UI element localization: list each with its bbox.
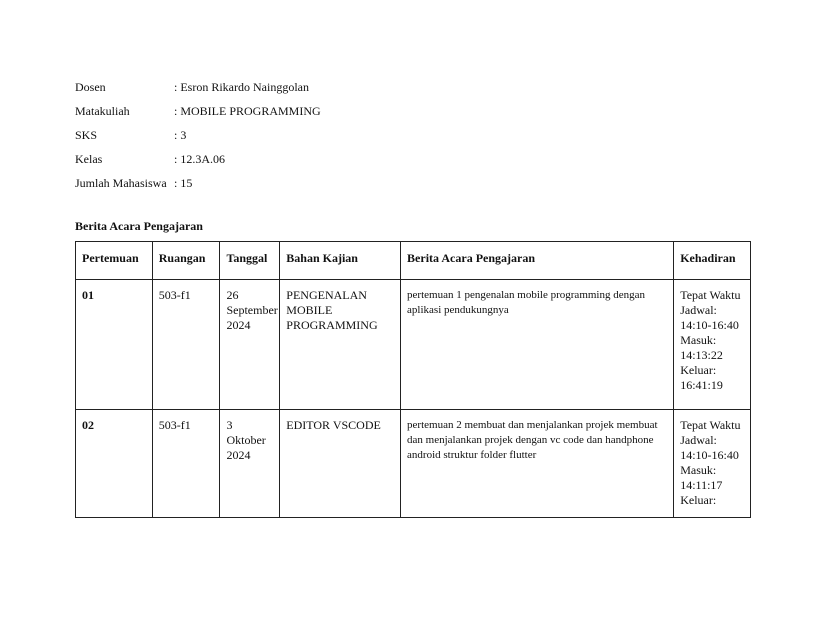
cell-berita-acara: pertemuan 1 pengenalan mobile programming dengan aplikasi pendukungnya	[401, 280, 674, 410]
info-label: Matakuliah	[75, 103, 130, 118]
bahan-line: PROGRAMMING	[286, 318, 378, 332]
section-title: Berita Acara Pengajaran	[75, 219, 203, 233]
info-value: : Esron Rikardo Nainggolan	[174, 79, 309, 94]
header-berita-acara: Berita Acara Pengajaran	[401, 242, 674, 280]
kehadiran-line: 14:10-16:40	[680, 318, 739, 332]
kehadiran-line: Jadwal:	[680, 433, 717, 447]
tanggal-line: 3 Oktober	[226, 418, 266, 447]
info-label: Jumlah Mahasiswa	[75, 175, 167, 190]
info-row-sks	[75, 123, 321, 147]
info-value: : 15	[174, 175, 193, 190]
kehadiran-line: Tepat Waktu	[680, 418, 741, 432]
tanggal-line: 2024	[226, 318, 251, 332]
info-value: : MOBILE PROGRAMMING	[174, 103, 321, 118]
cell-kehadiran	[674, 280, 751, 410]
info-row-kelas	[75, 147, 321, 171]
tanggal-line: 2024	[226, 448, 251, 462]
info-label: Dosen	[75, 79, 106, 94]
berita-acara-table	[75, 241, 751, 518]
cell-pertemuan: 01	[76, 280, 153, 410]
kehadiran-line: Keluar:	[680, 493, 717, 507]
cell-tanggal	[220, 280, 280, 410]
info-label: SKS	[75, 127, 98, 142]
kehadiran-line: Jadwal:	[680, 303, 717, 317]
info-label: Kelas	[75, 151, 103, 166]
cell-ruangan: 503-f1	[152, 280, 220, 410]
kehadiran-line: Tepat Waktu	[680, 288, 741, 302]
course-info	[75, 75, 321, 195]
tanggal-line: September	[226, 303, 278, 317]
info-row-matakuliah	[75, 99, 321, 123]
header-bahan-kajian: Bahan Kajian	[280, 242, 401, 280]
header-pertemuan: Pertemuan	[76, 242, 153, 280]
kehadiran-line: 14:11:17	[680, 478, 723, 492]
kehadiran-line: Masuk:	[680, 333, 717, 347]
cell-bahan-kajian	[280, 280, 401, 410]
bahan-line: MOBILE	[286, 303, 333, 317]
cell-kehadiran	[674, 410, 751, 518]
info-row-jumlah-mahasiswa	[75, 171, 321, 195]
table-header-row	[76, 242, 751, 280]
cell-tanggal	[220, 410, 280, 518]
header-tanggal: Tanggal	[220, 242, 280, 280]
cell-berita-acara: pertemuan 2 membuat dan menjalankan projek membuat dan menjalankan projek dengan vc code dan handphone android struktur folder flutter	[401, 410, 674, 518]
info-value: : 12.3A.06	[174, 151, 225, 166]
info-row-dosen	[75, 75, 321, 99]
kehadiran-line: 14:13:22	[680, 348, 723, 362]
kehadiran-line: Masuk:	[680, 463, 717, 477]
cell-bahan-kajian	[280, 410, 401, 518]
kehadiran-line: 16:41:19	[680, 378, 723, 392]
cell-ruangan: 503-f1	[152, 410, 220, 518]
bahan-line: EDITOR VSCODE	[286, 418, 381, 432]
table-row	[76, 280, 751, 410]
info-value: : 3	[174, 127, 187, 142]
kehadiran-line: 14:10-16:40	[680, 448, 739, 462]
bahan-line: PENGENALAN	[286, 288, 367, 302]
tanggal-line: 26	[226, 288, 239, 302]
cell-pertemuan: 02	[76, 410, 153, 518]
table-row	[76, 410, 751, 518]
kehadiran-line: Keluar:	[680, 363, 717, 377]
header-ruangan: Ruangan	[152, 242, 220, 280]
header-kehadiran: Kehadiran	[674, 242, 751, 280]
